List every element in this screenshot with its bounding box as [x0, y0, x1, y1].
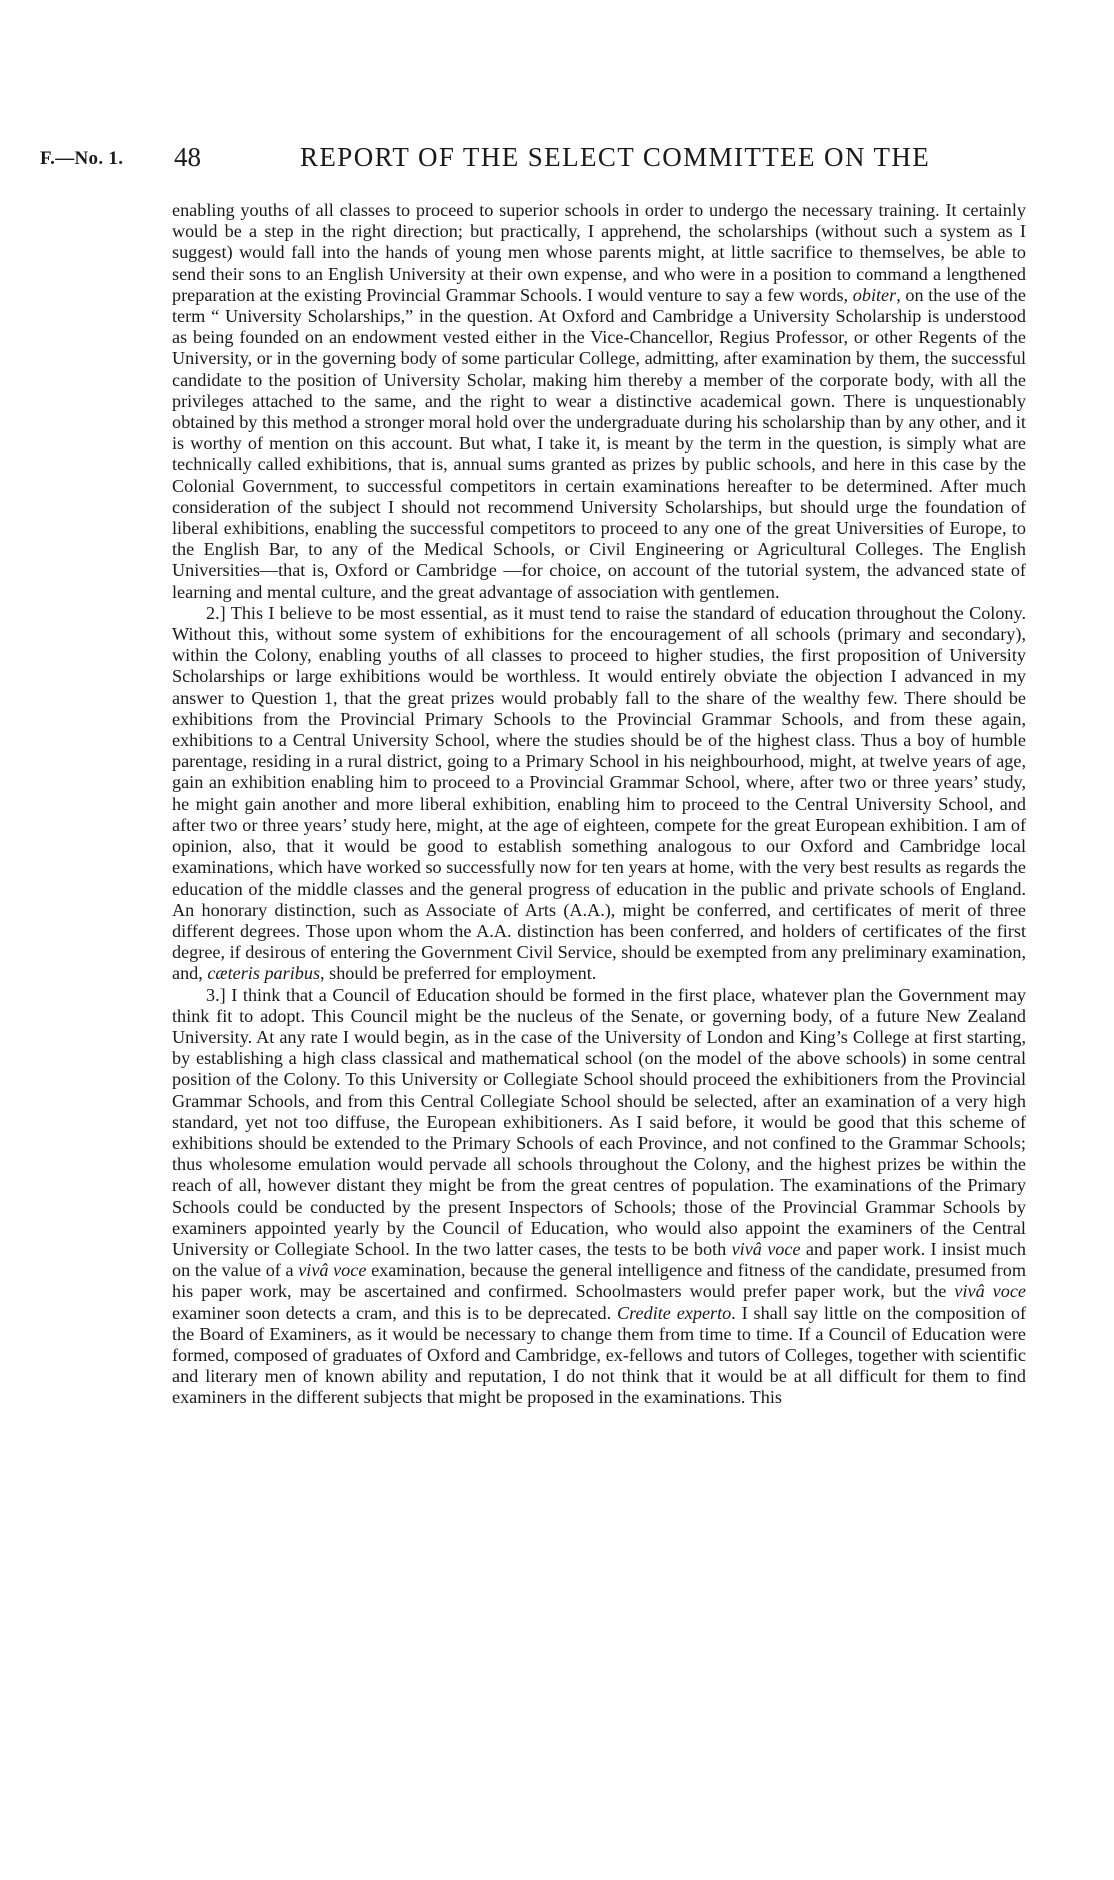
paragraph-continuation — [172, 200, 1026, 603]
italic-term: vivâ voce — [954, 1281, 1026, 1302]
italic-term: vivâ voce — [298, 1260, 367, 1281]
page-header — [0, 140, 1114, 180]
italic-term: Credite experto — [617, 1302, 732, 1323]
body-text — [172, 200, 1026, 1409]
paragraph-2 — [172, 603, 1026, 985]
text-segment: and paper work. I insist much on the value of a — [172, 1238, 1027, 1281]
text-segment: examination, because the general intelligence and fitness of the candidate, presumed from his paper work, may be ascertained and confirmed. Schoolmasters would prefer paper work, but the — [172, 1260, 1027, 1302]
text-segment: 2.] This I believe to be most essential, as it must tend to raise the standard of education throughout the Colony. Without this, without some system of exhibitions for the encouragement of all schools (primary and secondary), within the Colony, enabling youths of all classes to proceed to higher studies, the first proposition of University Scholarships or large exhibitions would be worthless. It would entirely obviate the objection I advanced in my answer to Question 1, that the great prizes would probably fall to the share of the wealthy few. There should be exhibitions from the Provincial Primary Schools to the Provincial Grammar Schools, and from these again, exhibitions to a Central University School, where the studies should be of the highest class. Thus a boy of humble parentage, residing in a rural district, going to a Primary School in his neighbourhood, might, at twelve years of age, gain an exhibition enabling him to proceed to a Provincial Grammar School, where, after two or three years’ study, he might gain another and more liberal exhibition, enabling him to proceed to the Central University School, and after two or three years’ study here, might, at the age of eighteen, compete for the great European exhibition. I am of opinion, also, that it would be good to establish something analogous to our Oxford and Cambridge local examinations, which have worked so successfully now for ten years at home, with the very best results as regards the education of the middle classes and the general progress of education in the public and private schools of England. An honorary distinction, such as Associate of Arts (A.A.), might be conferred, and certificates of merit of three different degrees. Those upon whom the A.A. distinction has been conferred, and holders of certificates of the first degree, if desirous of entering the Government Civil Service, should be exempted from any preliminary examination, and, — [172, 602, 1026, 984]
page-number: 48 — [174, 142, 201, 172]
italic-term: cæteris paribus — [207, 963, 321, 984]
text-segment: 3.] I think that a Council of Education should be formed in the first place, whatever plan the Government may think fit to adopt. This Council might be the nucleus of the Senate, or governing body, of a future New Zealand University. At any rate I would begin, as in the case of the University of London and King’s College at first starting, by establishing a high class classical and mathematical school (on the model of the above schools) in some central position of the Colony. To this University or Collegiate School should proceed the exhibitioners from the Provincial Grammar Schools, and from this Central Collegiate School should be selected, after an examination of a very high standard, yet not too diffuse, the European exhibitioners. As I said before, it would be good that this scheme of exhibitions should be extended to the Primary Schools of each Province, and not confined to the Grammar Schools; thus wholesome emulation would pervade all schools throughout the Colony, and the highest prizes be within the reach of all, however distant they might be from the great centres of population. The examinations of the Primary Schools could be conducted by the present Inspectors of Schools; those of the Provincial Grammar Schools by examiners appointed yearly by the Council of Education, who would also appoint the examiners of the Central University or Collegiate School. In the two latter cases, the tests to be both — [172, 984, 1026, 1259]
italic-term: vivâ voce — [731, 1238, 801, 1259]
text-segment: examiner soon detects a cram, and this is to be deprecated. — [172, 1302, 617, 1323]
paragraph-3 — [172, 985, 1026, 1409]
text-segment: . I shall say little on the composition of the Board of Examiners, as it would be necessary to change them from time to time. If a Council of Education were formed, composed of graduates of Oxford and Cambridge, ex-fellows and tutors of Colleges, together with scientific and literary men of known ability and reputation, I do not think that it would be at all difficult for them to find examiners in the different subjects that might be proposed in the examinations. This — [172, 1302, 1026, 1408]
text-segment: , should be preferred for employment. — [320, 963, 597, 984]
text-segment: , on the use of the term “ University Scholarships,” in the question. At Oxford and Cambridge a University Scholarship is understood as being founded on an endowment vested either in the Vice-Chancellor, Regius Professor, or other Regents of the University, or in the governing body of some particular College, admitting, after examination by them, the successful candidate to the position of University Scholar, making him thereby a member of the corporate body, with all the privileges attached to the same, and the right to wear a distinctive academical gown. There is unquestionably obtained by this method a stronger moral hold over the undergraduate during his scholarship than by any other, and it is worthy of mention on this account. But what, I take it, is meant by the term in the question, is simply what are technically called exhibitions, that is, annual sums granted as prizes by public schools, and here in this case by the Colonial Government, to successful competitors in certain examinations hereafter to be determined. After much consideration of the subject I should not recommend University Scholarships, but should urge the foundation of liberal exhibitions, enabling the successful competitors to proceed to any one of the great Universities of Europe, to the English Bar, to any of the Medical Schools, or Civil Engineering or Agricultural Colleges. The English Universities—that is, Oxford or Cambridge —for choice, on account of the tutorial system, the advanced state of learning and mental culture, and the great advantage of association with gentlemen. — [172, 284, 1026, 602]
italic-term: obiter — [852, 284, 897, 305]
running-title: REPORT OF THE SELECT COMMITTEE ON THE — [300, 142, 931, 172]
document-reference: F.—No. 1. — [40, 148, 124, 169]
text-segment: enabling youths of all classes to proceed to superior schools in order to undergo the necessary training. It certainly would be a step in the right direction; but practically, I apprehend, the scholarships (without such a system as I suggest) would fall into the hands of young men whose parents might, at little sacrifice to themselves, be able to send their sons to an English University at their own expense, and who were in a position to command a lengthened preparation at the existing Provincial Grammar Schools. I would venture to say a few words, — [172, 200, 1026, 305]
